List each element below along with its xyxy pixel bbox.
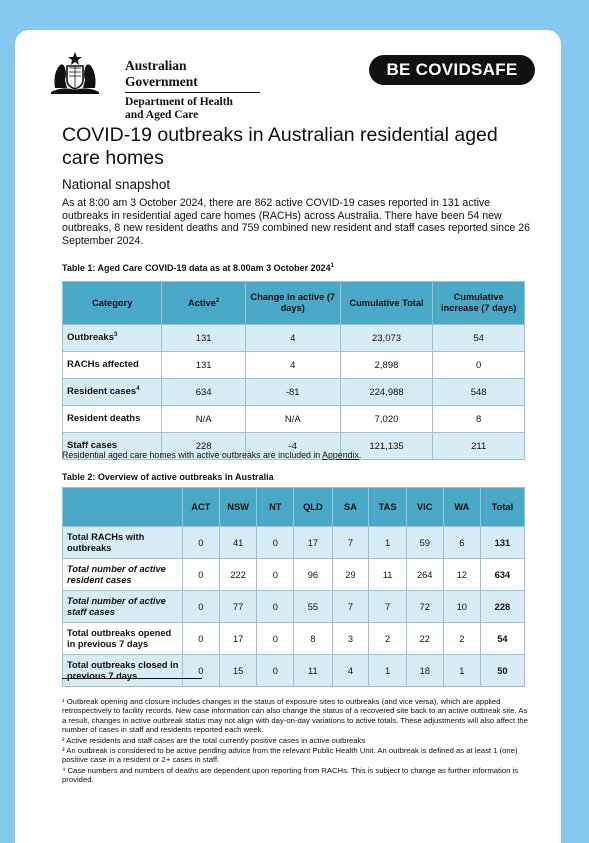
cell-total: 7,020 (340, 406, 433, 433)
cell-state: 17 (219, 623, 256, 655)
row-label: Total number of active resident cases (63, 559, 183, 591)
table-row (63, 352, 525, 379)
table-row (63, 591, 525, 623)
cell-state: 264 (406, 559, 443, 591)
cell-state: 0 (257, 623, 294, 655)
cell-total: 228 (480, 591, 524, 623)
table2-header: WA (443, 488, 480, 527)
table2-header: NSW (219, 488, 256, 527)
cell-state: 55 (294, 591, 332, 623)
table-row (63, 623, 525, 655)
table1-header: Category (63, 282, 162, 325)
table2-header: VIC (406, 488, 443, 527)
cell-change: N/A (245, 406, 340, 433)
cell-state: 0 (182, 655, 219, 687)
cell-change: -81 (245, 379, 340, 406)
row-category: Outbreaks$^3$ (63, 325, 162, 352)
table2-header: Total (480, 488, 524, 527)
table-row (63, 325, 525, 352)
table-row (63, 527, 525, 559)
cell-state: 29 (332, 559, 369, 591)
cell-state: 1 (443, 655, 480, 687)
table2-header: NT (257, 488, 294, 527)
cell-active: 634 (162, 379, 245, 406)
footnote-divider (62, 678, 202, 679)
cell-state: 7 (369, 591, 406, 623)
table2-caption: Table 2: Overview of active outbreaks in Australia (62, 472, 274, 482)
cell-total: 50 (480, 655, 524, 687)
document-page (15, 30, 561, 843)
cell-increase: 0 (433, 352, 525, 379)
row-label: Total outbreaks opened in previous 7 days (63, 623, 183, 655)
cell-total: 224,988 (340, 379, 433, 406)
cell-state: 41 (219, 527, 256, 559)
cell-state: 1 (369, 655, 406, 687)
table2-header: SA (332, 488, 369, 527)
footnote: ³ An outbreak is considered to be active pending advice from the relevant Public Health Unit. An outbreak is defined as at least 1 (one) positive case in a resident or 2+ cases in staff. (62, 746, 518, 765)
footnotes (62, 697, 530, 786)
cell-state: 0 (257, 527, 294, 559)
footnote: ¹ Outbreak opening and closure includes changes in the status of exposure sites to outbreaks (and vice versa), which are applied retrospectively to facility records. New case information can also change the status of a recovered site back to an active outbreak site. As a result, changes in active outbreak status may not align with day-on-day variations to active totals. These adjustments will also affect the number of cases in staff and residents reported each week. (62, 697, 528, 735)
row-category: RACHs affected (63, 352, 162, 379)
table1-header: Cumulative Total (340, 282, 433, 325)
cell-change: 4 (245, 352, 340, 379)
table2-header-row (63, 488, 525, 527)
page-subtitle: National snapshot (62, 177, 171, 192)
table1-header: Active$^2$ (162, 282, 245, 325)
table1-note (62, 450, 361, 460)
cell-total: 131 (480, 527, 524, 559)
cell-state: 59 (406, 527, 443, 559)
table2-header: TAS (369, 488, 406, 527)
cell-active: N/A (162, 406, 245, 433)
cell-state: 17 (294, 527, 332, 559)
cell-state: 222 (219, 559, 256, 591)
cell-state: 7 (332, 527, 369, 559)
table-row (63, 406, 525, 433)
cell-state: 10 (443, 591, 480, 623)
cell-change: -4 (245, 433, 340, 460)
cell-increase: 211 (433, 433, 525, 460)
gov-name: Australian Government (125, 58, 260, 93)
cell-state: 0 (182, 559, 219, 591)
cell-total: 121,135 (340, 433, 433, 460)
department-line-2: and Aged Care (125, 109, 199, 121)
row-category: Resident deaths (63, 406, 162, 433)
table2-header (63, 488, 183, 527)
row-category: Staff cases (63, 433, 162, 460)
cell-state: 0 (257, 655, 294, 687)
be-covidsafe-badge (369, 55, 535, 85)
table1-caption (62, 263, 334, 273)
table1-header-row (63, 282, 525, 325)
cell-state: 0 (182, 527, 219, 559)
cell-state: 8 (294, 623, 332, 655)
cell-total: 54 (480, 623, 524, 655)
intro-paragraph: As at 8:00 am 3 October 2024, there are 862 active COVID-19 cases reported in 131 active outbreaks in residential aged care homes (RACHs) across Australia. There have been 54 new outbreaks, 8 new resident deaths and 759 combined new resident and staff cases reported since 26 September 2024. (62, 197, 530, 248)
cell-state: 0 (257, 559, 294, 591)
row-category: Resident cases$^4$ (63, 379, 162, 406)
cell-state: 22 (406, 623, 443, 655)
table-row (63, 379, 525, 406)
cell-active: 131 (162, 352, 245, 379)
coat-of-arms-icon (49, 50, 101, 96)
table1-header: Cumulative increase (7 days) (433, 282, 525, 325)
note-text: Residential aged care homes with active outbreaks are included in (62, 450, 323, 460)
table-row (63, 655, 525, 687)
cell-state: 0 (182, 591, 219, 623)
table2-header: ACT (182, 488, 219, 527)
cell-active: 131 (162, 325, 245, 352)
cell-state: 12 (443, 559, 480, 591)
cell-change: 4 (245, 325, 340, 352)
cell-increase: 548 (433, 379, 525, 406)
cell-state: 7 (332, 591, 369, 623)
cell-state: 4 (332, 655, 369, 687)
cell-state: 2 (369, 623, 406, 655)
table2-header: QLD (294, 488, 332, 527)
cell-state: 1 (369, 527, 406, 559)
cell-state: 11 (294, 655, 332, 687)
department-line-1: Department of Health (125, 96, 233, 108)
cell-state: 3 (332, 623, 369, 655)
note-end: . (358, 450, 362, 460)
cell-state: 0 (182, 623, 219, 655)
cell-state: 77 (219, 591, 256, 623)
table1-header: Change in active (7 days) (245, 282, 340, 325)
badge-suffix: SAFE (471, 60, 518, 79)
active-outbreaks-table (62, 487, 525, 687)
row-label: Total RACHs with outbreaks (63, 527, 183, 559)
appendix-link[interactable]: Appendix (322, 450, 359, 460)
table1-caption-text: Table 1: Aged Care COVID-19 data as at 8.00am 3 October 2024 (62, 263, 331, 273)
aged-care-data-table (62, 281, 525, 460)
government-logo-text (125, 58, 260, 122)
badge-prefix: BE COVID (386, 60, 472, 79)
cell-state: 72 (406, 591, 443, 623)
cell-increase: 54 (433, 325, 525, 352)
cell-state: 18 (406, 655, 443, 687)
cell-state: 6 (443, 527, 480, 559)
cell-state: 15 (219, 655, 256, 687)
cell-state: 0 (257, 591, 294, 623)
cell-state: 2 (443, 623, 480, 655)
cell-total: 634 (480, 559, 524, 591)
footnote: ⁴ Case numbers and numbers of deaths are dependent upon reporting from RACHs. This is subject to change as further information is provided. (62, 765, 519, 785)
table1-caption-sup: 1 (330, 263, 334, 269)
cell-state: 96 (294, 559, 332, 591)
cell-state: 11 (369, 559, 406, 591)
table-row (63, 559, 525, 591)
footnote: ² Active residents and staff cases are the total currently positive cases in active outbreaks (62, 735, 366, 745)
cell-total: 23,073 (340, 325, 433, 352)
page-title: COVID-19 outbreaks in Australian residential aged care homes (62, 124, 498, 169)
cell-total: 2,898 (340, 352, 433, 379)
row-label: Total number of active staff cases (63, 591, 183, 623)
cell-increase: 8 (433, 406, 525, 433)
row-label: Total outbreaks closed in previous 7 days (63, 655, 183, 687)
cell-active: 228 (162, 433, 245, 460)
